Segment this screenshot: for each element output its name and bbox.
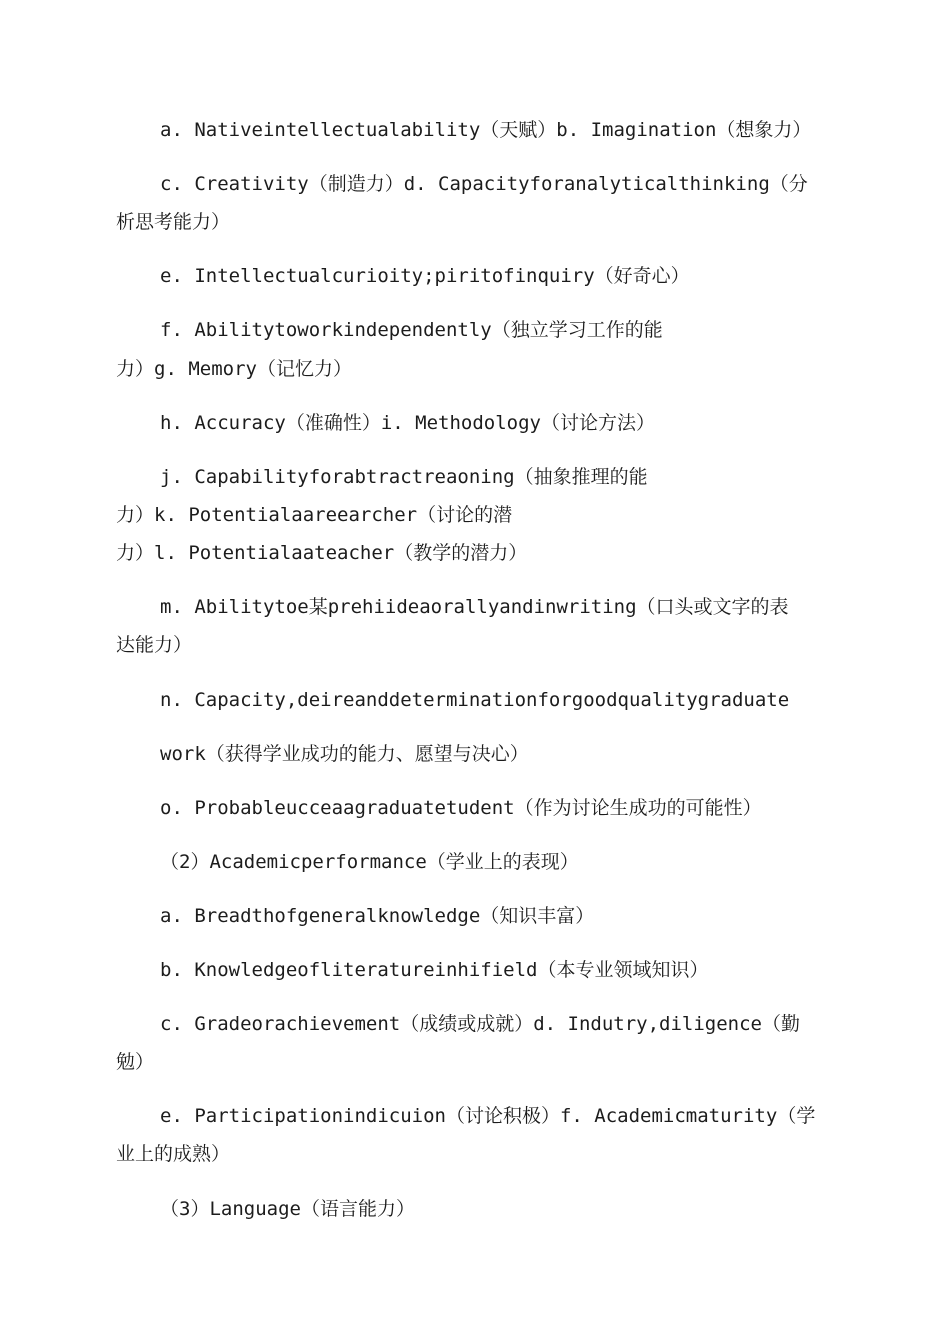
text-line: 勉） <box>116 1051 155 1073</box>
text-line: 力）l. Potentialaateacher（教学的潜力） <box>116 542 528 564</box>
text-line: c. Creativity（制造力）d. Capacityforanalyticalthinking（分 <box>160 173 808 195</box>
text-line: e. Participationindicuion（讨论积极）f. Academicmaturity（学 <box>160 1105 816 1127</box>
text-line: h. Accuracy（准确性）i. Methodology（讨论方法） <box>160 412 655 434</box>
text-line: a. Breadthofgeneralknowledge（知识丰富） <box>160 905 595 927</box>
text-line: 业上的成熟） <box>116 1143 231 1165</box>
text-line: 达能力） <box>116 634 193 656</box>
text-line: m. Abilitytoe某prehiideaorallyandinwriting（口头或文字的表 <box>160 596 789 618</box>
text-line: f. Abilitytoworkindependently（独立学习工作的能 <box>160 319 663 341</box>
text-line: n. Capacity,deireanddeterminationforgoodqualitygraduate <box>160 689 790 711</box>
text-line: j. Capabilityforabtractreaoning（抽象推理的能 <box>160 466 648 488</box>
section-heading: （2）Academicperformance（学业上的表现） <box>160 851 579 873</box>
text-line: work（获得学业成功的能力、愿望与决心） <box>160 743 529 765</box>
text-line: e. Intellectualcurioity;piritofinquiry（好奇心） <box>160 265 690 287</box>
text-line: 力）k. Potentialaareearcher（讨论的潜 <box>116 504 513 526</box>
text-line: c. Gradeorachievement（成绩或成就）d. Indutry,diligence（勤 <box>160 1013 800 1035</box>
text-line: a. Nativeintellectualability（天赋）b. Imagination（想象力） <box>160 119 812 141</box>
section-heading: （3）Language（语言能力） <box>160 1198 415 1220</box>
text-line: 析思考能力） <box>116 211 231 233</box>
text-line: 力）g. Memory（记忆力） <box>116 358 352 380</box>
text-line: b. Knowledgeofliteratureinhifield（本专业领域知识） <box>160 959 709 981</box>
text-line: o. Probableucceaagraduatetudent（作为讨论生成功的可能性） <box>160 797 762 819</box>
